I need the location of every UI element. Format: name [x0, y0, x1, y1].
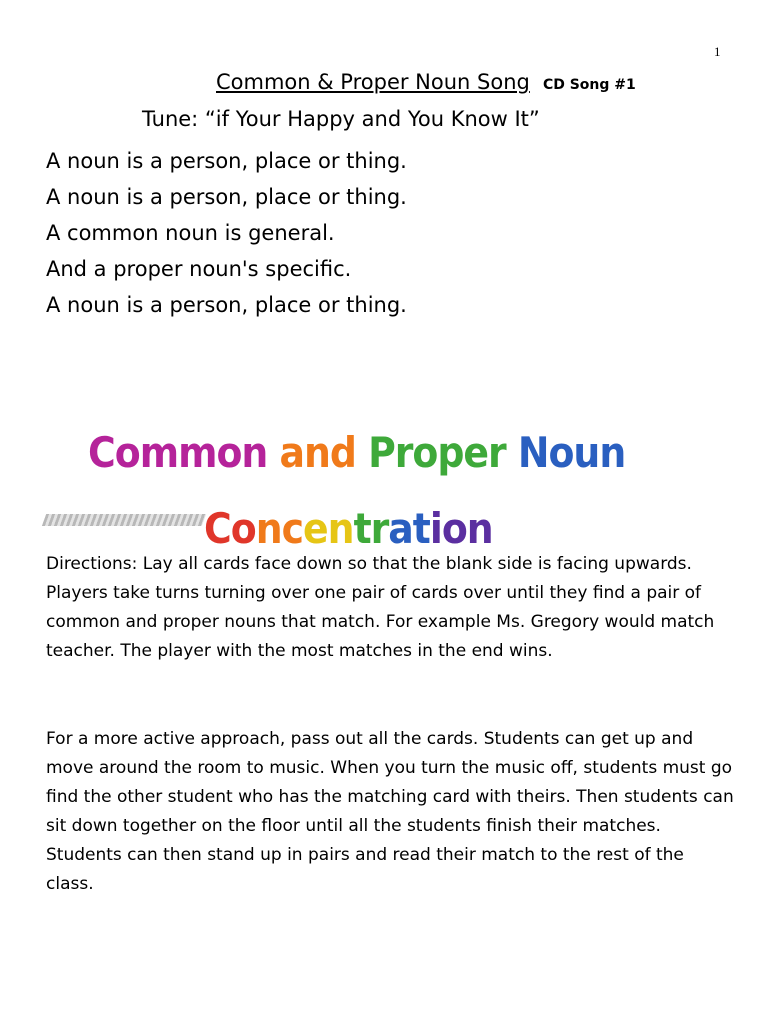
headline-letter: e	[303, 504, 328, 553]
directions-paragraph: Directions: Lay all cards face down so that the blank side is facing upwards. Players take turns turning over one pair of cards over until they find a pair of common and proper nouns that match. For example Ms. Gregory would match teacher. The player with the most matches in the end wins.	[46, 554, 715, 661]
headline-word: Proper	[368, 428, 518, 477]
lyric-line: A noun is a person, place or thing.	[46, 293, 407, 317]
headline-letter: t	[412, 504, 430, 553]
headline-letter: n	[327, 504, 354, 553]
headline-letter: o	[230, 504, 256, 553]
lyric-line: A noun is a person, place or thing.	[46, 149, 407, 173]
song-title-line	[216, 70, 636, 94]
headline-letter: t	[353, 504, 371, 553]
page-number: 1	[714, 44, 721, 59]
headline-word: and	[279, 428, 369, 477]
wordart-shadow	[42, 514, 206, 526]
headline-letter: o	[441, 504, 467, 553]
headline-title	[88, 428, 768, 477]
headline-letter: n	[255, 504, 282, 553]
song-lyrics	[46, 143, 407, 323]
lyric-line: A noun is a person, place or thing.	[46, 185, 407, 209]
song-title: Common & Proper Noun Song	[216, 70, 530, 94]
song-tune: Tune: “if Your Happy and You Know It”	[142, 107, 540, 131]
active-approach-paragraph: For a more active approach, pass out all the cards. Students can get up and move around the room to music. When you turn the music off, students must go find the other student who has the matching card with theirs. Then students can sit down together on the floor until all the students finish their matches. Students can then stand up in pairs and read their match to the rest of the class.	[46, 729, 734, 894]
headline-word: Noun	[517, 428, 626, 477]
headline-letter: C	[204, 504, 231, 553]
song-reference: CD Song #1	[542, 77, 636, 93]
headline-subtitle	[204, 504, 768, 553]
headline-letter: i	[429, 504, 442, 553]
headline-letter: c	[281, 504, 304, 553]
headline-letter: a	[388, 504, 413, 553]
headline-letter: n	[466, 504, 493, 553]
headline-word: Common	[88, 428, 280, 477]
lyric-line: A common noun is general.	[46, 221, 335, 245]
headline-letter: r	[370, 504, 389, 553]
lyric-line: And a proper noun's specific.	[46, 257, 352, 281]
